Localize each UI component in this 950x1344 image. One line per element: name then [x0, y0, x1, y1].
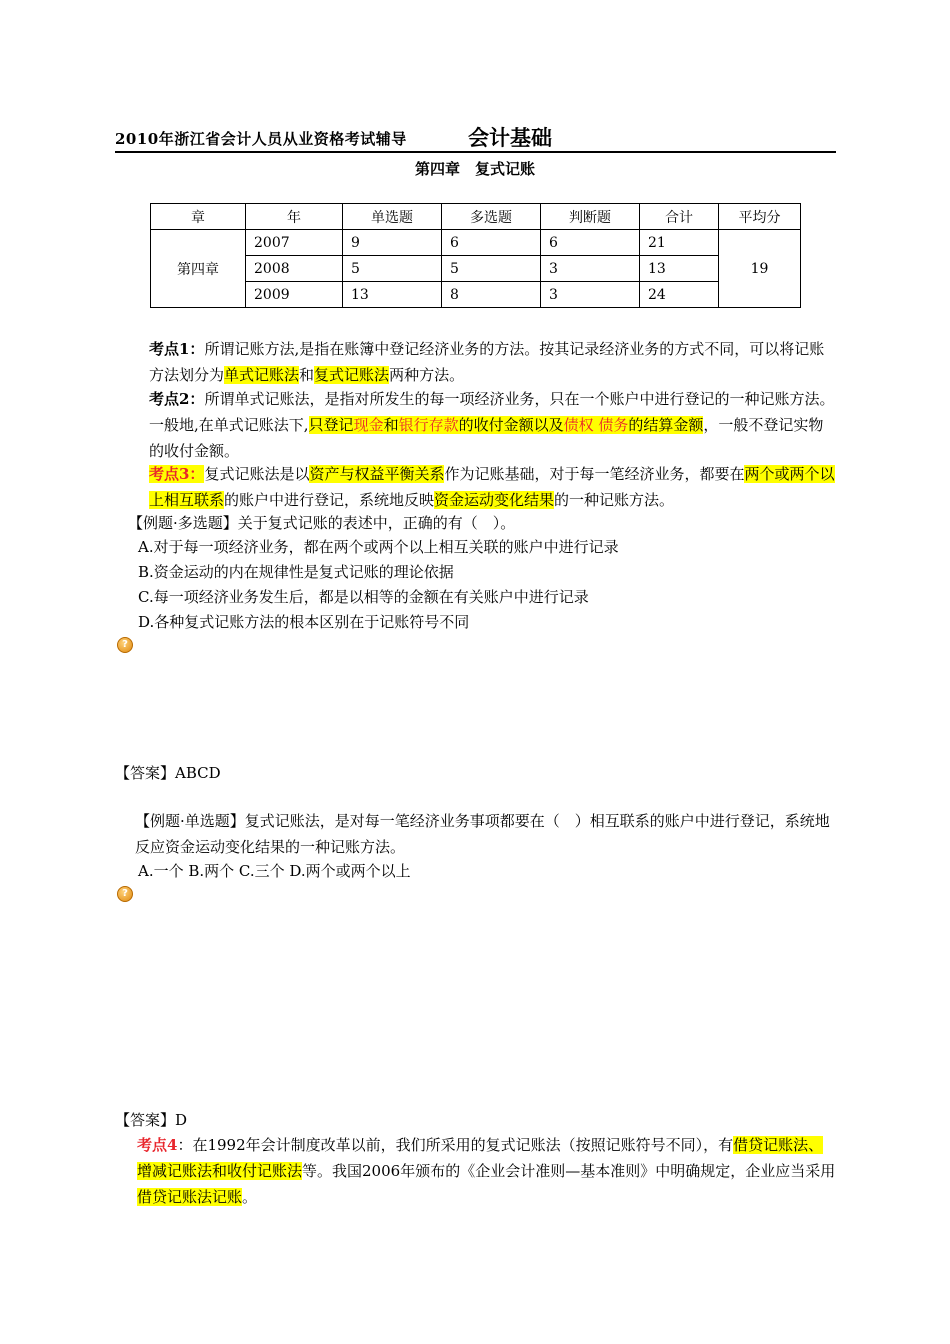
- point-3-highlight: 资金运动变化结果: [434, 491, 555, 509]
- point-4-text: 等。我国2006年颁布的《企业会计准则—基本准则》中明确规定，企业应当采用: [302, 1162, 836, 1180]
- point-4-text: 在1992年会计制度改革以前，我们所采用的复式记账法（按照记账符号不同），有: [192, 1136, 734, 1154]
- average-cell: 19: [719, 230, 801, 308]
- point-2-paragraph: [115, 386, 837, 464]
- example-2-answer: 【答案】D: [115, 1111, 188, 1129]
- point-1-paragraph: [115, 336, 837, 388]
- point-2-text: ，一般不登记实物的收付金额。: [149, 416, 824, 460]
- total-cell: 13: [640, 256, 719, 282]
- score-table: [150, 203, 801, 308]
- point-3-highlight: 资产与权益平衡关系: [309, 465, 445, 483]
- header-rule: [115, 151, 836, 153]
- point-3-highlight: 两个或两个以上相互联系: [149, 465, 835, 509]
- example-1-option: C.每一项经济业务发生后，都是以相等的金额在有关账户中进行记录: [138, 588, 589, 606]
- year-cell: 2007: [246, 230, 343, 256]
- single-cell: 9: [343, 230, 442, 256]
- table-header-cell: 判断题: [541, 204, 640, 230]
- point-4-paragraph: [137, 1132, 837, 1210]
- table-header-cell: 单选题: [343, 204, 442, 230]
- point-2-highlight: 只登记: [308, 416, 354, 434]
- point-4-highlight: 借贷记账法记账: [137, 1188, 243, 1206]
- table-row: [151, 230, 801, 256]
- point-4-highlight: 借贷记账法、增减记账法和收付记账法: [137, 1136, 824, 1180]
- example-2-options: A.一个 B.两个 C.三个 D.两个或两个以上: [138, 862, 411, 880]
- example-1-option: D.各种复式记账方法的根本区别在于记账符号不同: [138, 613, 470, 631]
- judge-cell: 6: [541, 230, 640, 256]
- judge-cell: 3: [541, 282, 640, 308]
- point-1-text: 所谓记账方法,是指在账簿中登记经济业务的方法。按其记录经济业务的方式不同，可以将记账方法划分为: [149, 340, 825, 384]
- multi-cell: 5: [442, 256, 541, 282]
- point-2-red-highlight: 现金: [353, 416, 384, 434]
- example-1-option: A.对于每一项经济业务，都在两个或两个以上相互关联的账户中进行记录: [138, 538, 619, 556]
- year-cell: 2009: [246, 282, 343, 308]
- point-4-colon: ：: [177, 1136, 193, 1154]
- question-icon[interactable]: ?: [117, 637, 133, 653]
- table-header-cell: 合计: [640, 204, 719, 230]
- point-2-highlight: 和: [383, 416, 399, 434]
- point-2-text: 所谓单式记账法，是指对所发生的每一项经济业务，只在一个账户中进行登记的一种记账方法。一般地,在单式记账法下,: [149, 390, 835, 434]
- point-4-text: 。: [242, 1188, 258, 1206]
- example-1-option: B.资金运动的内在规律性是复式记账的理论依据: [138, 563, 454, 581]
- point-3-text: 作为记账基础，对于每一笔经济业务，都要在: [444, 465, 745, 483]
- point-3-label: 考点3：: [149, 465, 205, 483]
- point-1-highlight: 单式记账法: [224, 366, 300, 384]
- single-cell: 13: [343, 282, 442, 308]
- table-header-row: [151, 204, 801, 230]
- question-icon[interactable]: ?: [117, 886, 133, 902]
- point-3-text: 复式记账法是以: [204, 465, 310, 483]
- point-3-text: 的一种记账方法。: [554, 491, 675, 509]
- table-row: [151, 256, 801, 282]
- point-1-text: 和: [299, 366, 315, 384]
- example-2-stem: 【例题·单选题】复式记账法，是对每一笔经济业务事项都要在（ ）相互联系的账户中进行登记，系统地反应资金运动变化结果的一种记账方法。: [135, 812, 830, 856]
- table-header-cell: 平均分: [719, 204, 801, 230]
- chapter-cell: 第四章: [151, 230, 246, 308]
- table-header-cell: 多选题: [442, 204, 541, 230]
- point-1-highlight: 复式记账法: [314, 366, 390, 384]
- point-1-label: 考点1：: [149, 340, 205, 358]
- table-header-cell: 章: [151, 204, 246, 230]
- total-cell: 21: [640, 230, 719, 256]
- example-1-stem: 【例题·多选题】关于复式记账的表述中，正确的有（ ）。: [128, 514, 516, 532]
- example-1-answer: 【答案】ABCD: [115, 764, 221, 782]
- header-right-title: 会计基础: [468, 125, 552, 150]
- header-left-title: 2010年浙江省会计人员从业资格考试辅导: [115, 130, 407, 148]
- point-4-label: 考点4: [137, 1136, 178, 1154]
- point-2-highlight: 的结算金额: [628, 416, 704, 434]
- chapter-title: 第四章 复式记账: [414, 160, 535, 178]
- point-2-label: 考点2：: [149, 390, 205, 408]
- multi-cell: 8: [442, 282, 541, 308]
- point-3-text: 的账户中进行登记，系统地反映: [224, 491, 435, 509]
- year-cell: 2008: [246, 256, 343, 282]
- point-2-red-highlight: 银行存款: [398, 416, 459, 434]
- point-2-red-highlight: 债权 债务: [563, 416, 629, 434]
- single-cell: 5: [343, 256, 442, 282]
- table-header-cell: 年: [246, 204, 343, 230]
- judge-cell: 3: [541, 256, 640, 282]
- point-2-highlight: 的收付金额以及: [458, 416, 564, 434]
- table-row: [151, 282, 801, 308]
- total-cell: 24: [640, 282, 719, 308]
- multi-cell: 6: [442, 230, 541, 256]
- point-1-text: 两种方法。: [389, 366, 465, 384]
- point-3-paragraph: [115, 461, 837, 513]
